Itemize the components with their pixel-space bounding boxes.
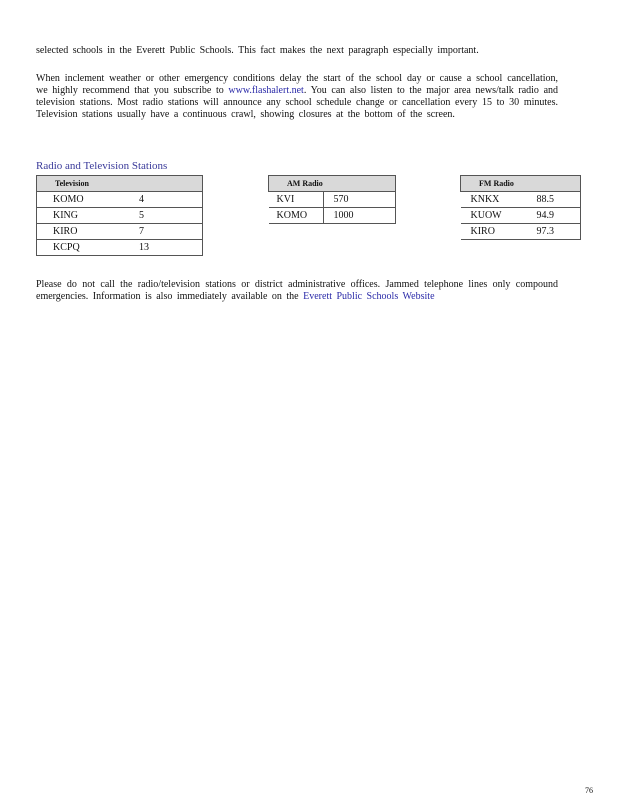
table-row (461, 208, 581, 224)
frequency: 88.5 (529, 192, 581, 208)
frequency: 570 (323, 192, 396, 208)
paragraph-text: Please do not call the radio/television stations or district administrative offices. Jammed telephone lines only compound emergencies. Information is also immediately available on the (36, 279, 558, 302)
table-row (37, 192, 203, 208)
station-name: KCPQ (37, 240, 124, 256)
am-radio-header: AM Radio (269, 176, 396, 192)
flashalert-link[interactable]: www.flashalert.net (228, 85, 304, 96)
table-row (269, 192, 396, 208)
station-name: KOMO (37, 192, 124, 208)
frequency: 97.3 (529, 224, 581, 240)
channel-number: 4 (123, 192, 203, 208)
page-number: 76 (585, 786, 593, 795)
inclement-weather-paragraph (36, 73, 558, 121)
section-heading: Radio and Television Stations (36, 160, 168, 172)
station-name: KNKX (461, 192, 529, 208)
channel-number: 7 (123, 224, 203, 240)
paragraph-text: When inclement weather or other emergency conditions delay the start of the school day or cause a school cancellation, we highly recommend that you subscribe to (36, 73, 558, 96)
table-row (37, 224, 203, 240)
table-row (269, 208, 396, 224)
station-name: KVI (269, 192, 324, 208)
station-name: KIRO (461, 224, 529, 240)
station-name: KUOW (461, 208, 529, 224)
table-row (37, 240, 203, 256)
channel-number: 13 (123, 240, 203, 256)
channel-number: 5 (123, 208, 203, 224)
table-row (461, 192, 581, 208)
frequency: 94.9 (529, 208, 581, 224)
television-table (36, 175, 203, 256)
frequency: 1000 (323, 208, 396, 224)
table-row (37, 208, 203, 224)
contact-paragraph (36, 279, 558, 303)
intro-paragraph: selected schools in the Everett Public Schools. This fact makes the next paragraph especially important. (36, 45, 479, 56)
everett-schools-website-link[interactable]: Everett Public Schools Website (303, 291, 435, 302)
television-header: Television (37, 176, 203, 192)
table-row (461, 224, 581, 240)
am-radio-table (268, 175, 396, 224)
station-name: KING (37, 208, 124, 224)
fm-radio-table (460, 175, 581, 240)
paragraph-text: . You can also listen to the major area news/talk radio and television stations. Most radio stations will announce any school schedule change or cancellation every 15 to 30 minutes. Television stations usually have a continuous crawl, showing closures at the bottom of the screen. (36, 85, 559, 120)
fm-radio-header: FM Radio (461, 176, 581, 192)
station-name: KIRO (37, 224, 124, 240)
station-name: KOMO (269, 208, 324, 224)
